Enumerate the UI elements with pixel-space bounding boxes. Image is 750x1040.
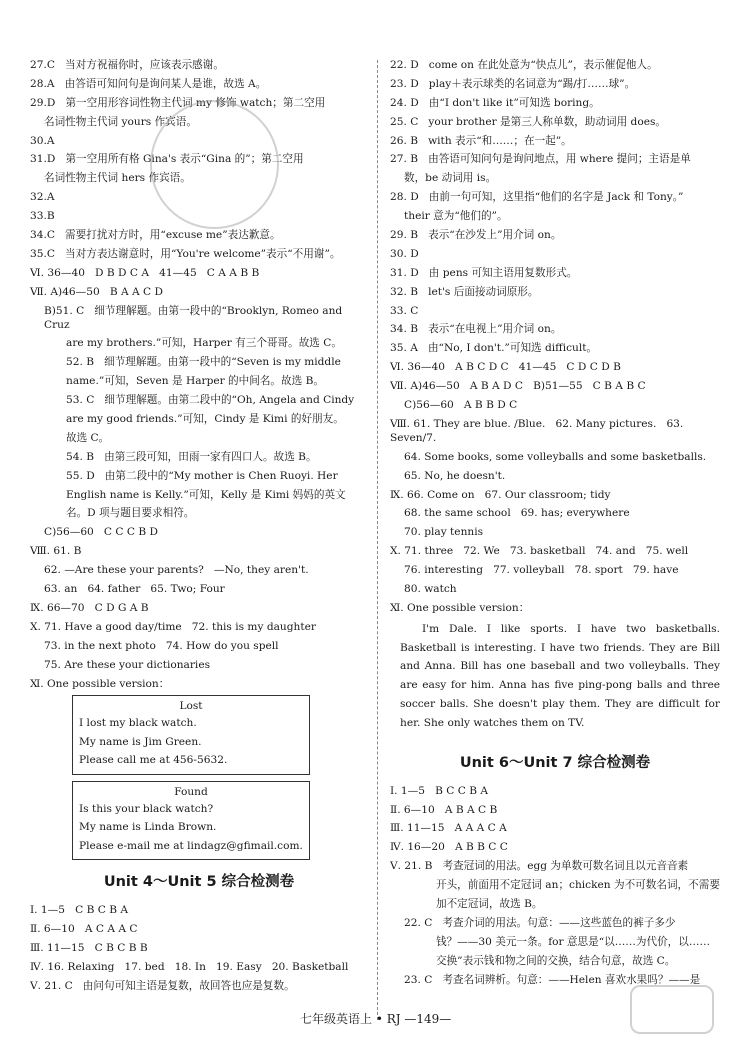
answer-line: their 意为“他们的”。 — [404, 210, 508, 223]
answer-line: Ⅳ. 16—20 A B B C C — [390, 841, 508, 854]
answer-line: 65. No, he doesn't. — [404, 469, 506, 482]
answer-line: Ⅹ. 71. three 72. We 73. basketball 74. and 75. well — [390, 545, 689, 558]
found-notice-line: Is this your black watch? — [79, 802, 214, 815]
answer-line: Ⅷ. 61. They are blue. /Blue. 62. Many pictures. 63. Seven/7. — [390, 417, 687, 444]
answer-line: 30. D — [390, 247, 419, 260]
answer-line: 25. C your brother 是第三人称单数，助动词用 does。 — [390, 115, 666, 128]
answer-line: 开头，前面用不定冠词 an；chicken 为不可数名词，不需要 — [436, 879, 720, 892]
answer-line: Ⅳ. 16. Relaxing 17. bed 18. In 19. Easy 20. Basketball — [30, 961, 349, 974]
answer-line: 24. D 由“I don't like it”可知选 boring。 — [390, 96, 600, 109]
answer-line: Ⅶ. A)46—50 A B A D C B)51—55 C B A B C — [390, 380, 646, 393]
answer-line: 数，be 动词用 is。 — [404, 172, 497, 185]
answer-line: B)51. C 细节理解题。由第一段中的“Brooklyn, Romeo and Cruz — [44, 304, 346, 331]
answer-line: 28. D 由前一句可知，这里指“他们的名字是 Jack 和 Tony。” — [390, 191, 684, 204]
answer-line: Ⅵ. 36—40 A B C D C 41—45 C D C D B — [390, 361, 621, 374]
answer-line: C)56—60 C C C B D — [44, 526, 158, 539]
answer-line: Ⅱ. 6—10 A C A A C — [30, 923, 138, 936]
left-answer-lines-b — [30, 903, 368, 993]
answer-line: 22. C 考查介词的用法。句意：——这些蓝色的裤子多少 — [404, 916, 676, 929]
found-notice-box — [72, 781, 310, 861]
answer-line: Ⅷ. 61. B — [30, 545, 82, 558]
answer-line: Ⅲ. 11—15 A A A C A — [390, 822, 507, 835]
answer-line: 35.C 当对方表达谢意时，用“You're welcome”表示“不用谢”。 — [30, 247, 341, 260]
answer-line: 54. B 由第三段可知，田雨一家有四口人。故选 B。 — [66, 450, 317, 463]
lost-notice-line: I lost my black watch. — [79, 717, 197, 730]
answer-line: 23. D play＋表示球类的名词意为“踢/打……球”。 — [390, 77, 636, 90]
answer-line: 加不定冠词，故选 B。 — [436, 897, 543, 910]
answer-line: 68. the same school 69. has; everywhere — [404, 507, 630, 520]
answer-line: C)56—60 A B B D C — [404, 399, 518, 412]
watermark-stamp — [150, 100, 279, 229]
answer-line: 64. Some books, some volleyballs and some basketballs. — [404, 450, 707, 463]
answer-line: 名词性物主代词 hers 作宾语。 — [44, 172, 191, 185]
unit-6-7-heading: Unit 6～Unit 7 综合检测卷 — [459, 754, 651, 771]
answer-line: 70. play tennis — [404, 526, 484, 539]
answer-line: 23. C 考查名词辨析。句意：——Helen 喜欢水果吗？——是 — [404, 973, 701, 986]
lost-notice-line: My name is Jim Green. — [79, 735, 202, 748]
answer-line: 26. B with 表示“和……；在一起”。 — [390, 134, 572, 147]
answer-line: 76. interesting 77. volleyball 78. sport 79. have — [404, 564, 679, 577]
answer-line: English name is Kelly.”可知，Kelly 是 Kimi 妈妈的英文 — [66, 488, 346, 501]
found-notice-line: Please e-mail me at lindagz@gfimail.com. — [79, 839, 303, 852]
answer-line: 29.D 第一空用形容词性物主代词 my 修饰 watch；第二空用 — [30, 96, 326, 109]
answer-line: 63. an 64. father 65. Two; Four — [44, 583, 225, 596]
answer-line: Ⅱ. 6—10 A B A C B — [390, 803, 498, 816]
answer-line: 52. B 细节理解题。由第一段中的“Seven is my middle — [66, 356, 341, 369]
answer-line: 31.D 第一空用所有格 Gina's 表示“Gina 的”；第二空用 — [30, 153, 304, 166]
answer-line: Ⅸ. 66—70 C D G A B — [30, 601, 149, 614]
answer-line: Ⅸ. 66. Come on 67. Our classroom; tidy — [390, 488, 611, 501]
answer-line: name.”可知，Seven 是 Harper 的中间名。故选 B。 — [66, 375, 324, 388]
answer-line: Ⅺ. One possible version： — [390, 601, 530, 614]
answer-line: 28.A 由答语可知问句是询问某人是谁，故选 A。 — [30, 77, 267, 90]
unit-4-5-heading: Unit 4～Unit 5 综合检测卷 — [103, 874, 295, 891]
answer-line: 名词性物主代词 yours 作宾语。 — [44, 115, 197, 128]
answer-line: 33.B — [30, 210, 55, 223]
answer-line: 53. C 细节理解题。由第二段中的“Oh, Angela and Cindy — [66, 394, 355, 407]
found-notice-title: Found — [174, 785, 208, 798]
answer-line: 30.A — [30, 134, 55, 147]
page-footer: 七年级英语上 • RJ —149— — [300, 1012, 452, 1026]
lost-notice-box — [72, 695, 310, 775]
answer-line: 钱？——30 美元一条。for 意思是“以……为代价，以…… — [436, 935, 711, 948]
answer-line: 80. watch — [404, 583, 457, 596]
right-answer-lines — [390, 58, 720, 615]
answer-line: 73. in the next photo 74. How do you spell — [44, 639, 279, 652]
answer-line: Ⅲ. 11—15 C B C B B — [30, 942, 148, 955]
answer-line: 35. A 由“No, I don't.”可知选 difficult。 — [390, 342, 598, 355]
answer-line: 34.C 需要打扰对方时，用“excuse me”表达歉意。 — [30, 229, 281, 242]
answer-line: 29. B 表示“在沙发上”用介词 on。 — [390, 229, 562, 242]
lost-notice-title: Lost — [179, 700, 203, 713]
answer-line: 33. C — [390, 304, 419, 317]
answer-line: are my brothers.”可知，Harper 有三个哥哥。故选 C。 — [66, 337, 342, 350]
answer-line: Ⅹ. 71. Have a good day/time 72. this is my daughter — [30, 620, 316, 633]
answer-line: Ⅰ. 1—5 C B C B A — [30, 904, 128, 917]
found-notice-line: My name is Linda Brown. — [79, 821, 217, 834]
column-divider — [377, 60, 378, 1020]
answer-line: Ⅰ. 1—5 B C C B A — [390, 784, 488, 797]
answer-line: Ⅶ. A)46—50 B A A C D — [30, 285, 164, 298]
sample-essay: I'm Dale. I like sports. I have two basketballs. Basketball is interesting. I have two friends. They are Bill and Anna. Bill has one baseball and two volleyballs. They are easy for him. Anna has five ping-pong balls and three soccer balls. She doesn't play them. They are difficult for her. She only watches them on TV. — [400, 622, 720, 729]
answer-line: Ⅴ. 21. B 考查冠词的用法。egg 为单数可数名词且以元音音素 — [390, 860, 689, 873]
answer-line: Ⅴ. 21. C 由问句可知主语是复数，故回答也应是复数。 — [30, 979, 295, 992]
answer-line: 31. D 由 pens 可知主语用复数形式。 — [390, 266, 578, 279]
answer-line: Ⅵ. 36—40 D B D C A 41—45 C A A B B — [30, 266, 260, 279]
answer-line: Ⅺ. One possible version： — [30, 677, 170, 690]
right-answer-lines-b — [390, 784, 720, 987]
answer-line: 故选 C。 — [66, 431, 110, 444]
answer-line: 32.A — [30, 191, 55, 204]
answer-line: 55. D 由第二段中的“My mother is Chen Ruoyi. Her — [66, 469, 338, 482]
answer-line: 名。D 项与题目要求相符。 — [66, 507, 195, 520]
answer-line: 32. B let's 后面接动词原形。 — [390, 285, 539, 298]
lost-notice-line: Please call me at 456-5632. — [79, 754, 228, 767]
answer-line: 62. —Are these your parents? —No, they aren't. — [44, 564, 309, 577]
answer-line: 22. D come on 在此处意为“快点儿”，表示催促他人。 — [390, 59, 658, 71]
answer-line: 27. B 由答语可知问句是询问地点，用 where 提问；主语是单 — [390, 153, 691, 166]
answer-line: 75. Are these your dictionaries — [44, 658, 211, 671]
answer-line: are my good friends.”可知，Cindy 是 Kimi 的好朋友。 — [66, 413, 344, 426]
right-column — [390, 58, 720, 991]
answer-line: 交换”表示钱和物之间的交换，结合句意，故选 C。 — [436, 954, 676, 967]
answer-line: 27.C 当对方祝福你时，应该表示感谢。 — [30, 59, 224, 71]
watermark-stamp — [630, 985, 714, 1034]
answer-line: 34. B 表示“在电视上”用介词 on。 — [390, 323, 562, 336]
